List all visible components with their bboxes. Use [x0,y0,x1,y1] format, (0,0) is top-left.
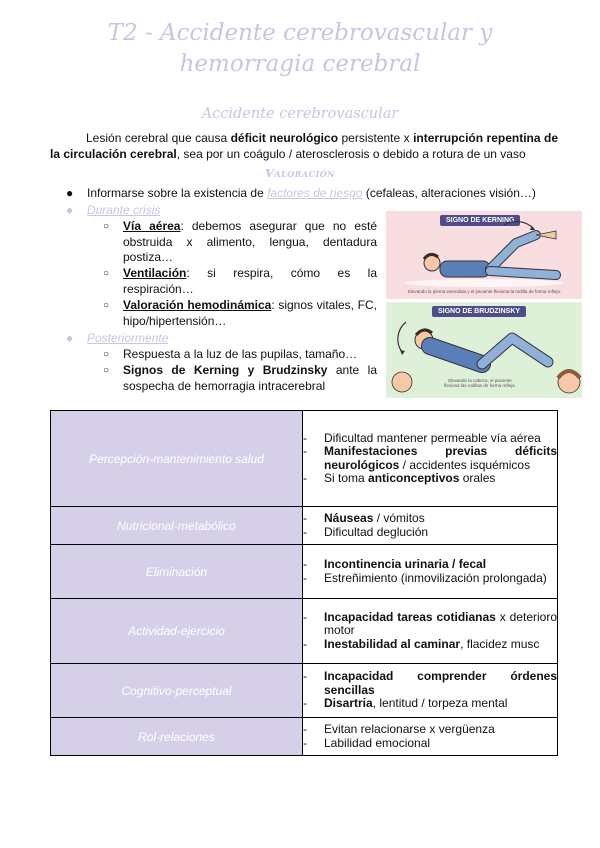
table-row [51,599,558,664]
brudzinsky-tag: SIGNO DE BRUDZINSKY [432,306,526,317]
posteriormente-heading: Posteriormente [87,331,169,345]
bullet-icon: ● [66,203,74,217]
table-row [51,545,558,599]
table-item: - Inestabilidad al caminar, flacidez musc [303,636,540,651]
table-row [51,411,558,507]
circle-bullet-icon: ○ [103,365,110,376]
table-item: - Disartria, lentitud / torpeza mental [303,696,508,711]
row-category: Nutricional-metabólico [51,507,303,545]
brudzinsky-caption: Elevando la cabeza, el paciente flexiona las rodillas de forma refleja. [444,378,516,388]
bullet-icon: ● [66,186,74,200]
table-item: - Estreñimiento (inmovilización prolongada) [303,570,547,585]
row-category: Percepción-mantenimiento salud [51,411,303,507]
table-item: - Dificultad mantener permeable vía aérea [303,430,541,445]
page-title: T2 - Accidente cerebrovascular y hemorragia cerebral [107,20,493,77]
table-row [51,507,558,545]
section-subtitle: Accidente cerebrovascular [201,106,399,122]
table-item: - Dificultad deglución [303,524,429,539]
kerning-panel [386,211,582,299]
table-item: - Náuseas / vómitos [303,511,425,525]
valoracion-heading: Valoración [265,166,335,180]
meningeal-signs-illustration [386,211,582,398]
table-row [51,664,558,718]
risk-factors-link[interactable]: factores de riesgo [267,186,363,200]
row-category: Eliminación [51,545,303,599]
row-category: Cognitivo-perceptual [51,664,303,718]
circle-bullet-icon: ○ [103,349,110,360]
kerning-patient-icon [386,211,582,299]
table-row [51,718,558,756]
bullet-icon: ● [66,331,74,345]
table-item: - Evitan relacionarse x vergüenza [303,722,495,736]
table-item: - Si toma anticonceptivos orales [303,471,496,485]
circle-bullet-icon: ○ [103,300,110,311]
row-category: Actividad-ejercicio [51,599,303,664]
row-category: Rol-relaciones [51,718,303,756]
kerning-tag: SIGNO DE KERNING [440,215,520,226]
durante-crisis-heading: Durante crisis [87,203,161,217]
intro-paragraph: Lesión cerebral que causa déficit neurológico persistente x interrupción repentina de la circulación cerebral, sea por un coágulo / aterosclerosis o debido a rotura de un vaso [50,131,559,161]
kerning-caption: Elevando la pierna extendida y el paciente flexiona la rodilla de forma refleja. [408,289,562,294]
table-item: - Incapacidad tareas cotidianas x deterioro motor [303,609,557,638]
circle-bullet-icon: ○ [103,268,110,279]
table-item: - Manifestaciones previas déficits neurológicos / accidentes isquémicos [303,444,557,472]
table-item: - Incontinencia urinaria / fecal [303,557,487,571]
circle-bullet-icon: ○ [103,221,110,232]
functional-patterns-table [50,410,558,756]
table-item: - Labilidad emocional [303,735,431,750]
brudzinsky-panel [386,302,582,398]
table-item: - Incapacidad comprender órdenes sencillas [303,669,557,697]
